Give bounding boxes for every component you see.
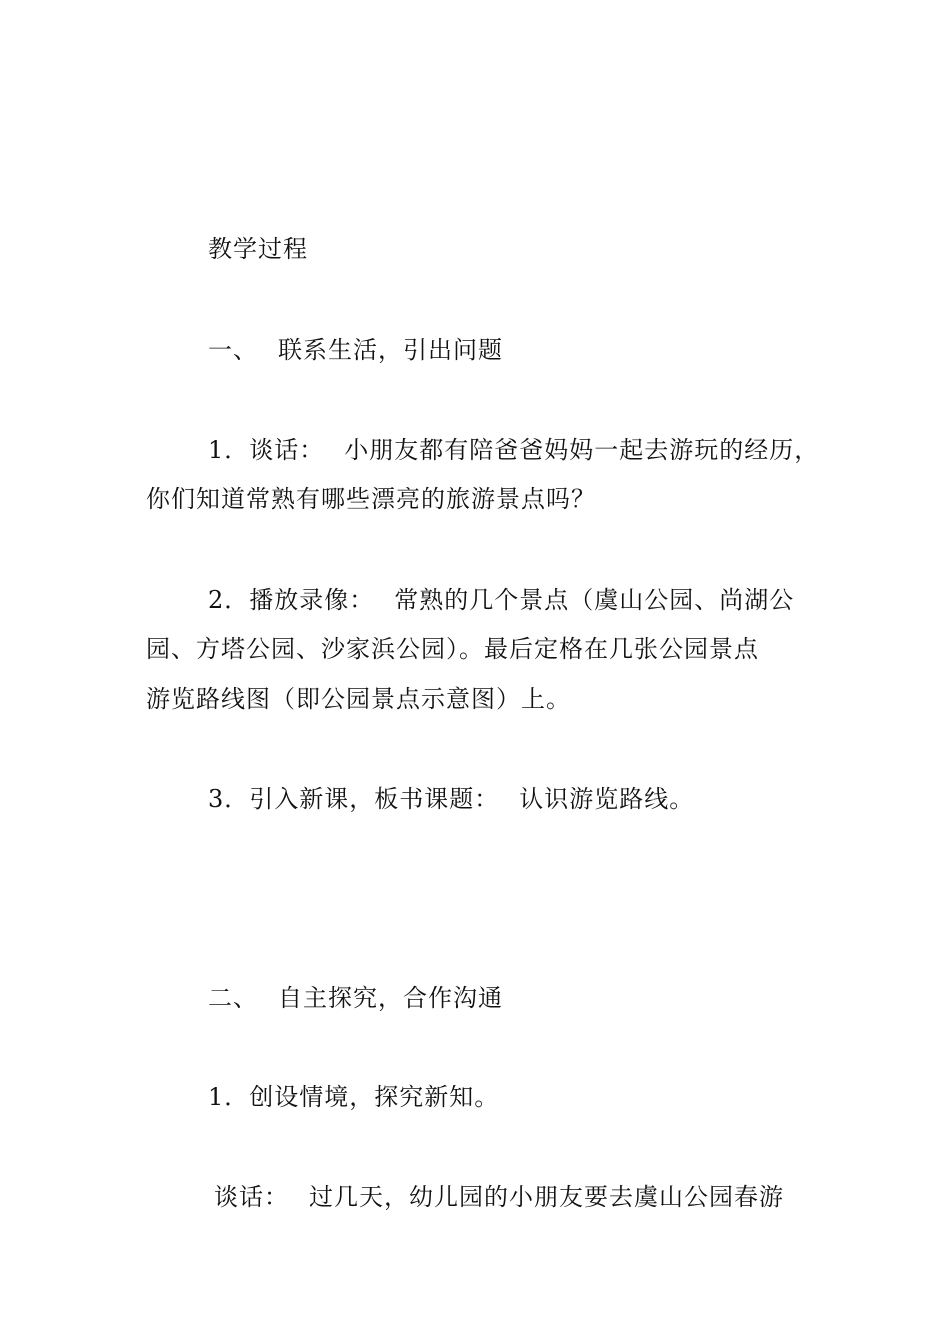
section-1-number: 一、 bbox=[208, 336, 258, 364]
section-2-title-text: 自主探究，合作沟通 bbox=[278, 984, 503, 1012]
section-1-title bbox=[208, 335, 503, 365]
document-heading: 教学过程 bbox=[208, 235, 308, 263]
item-2-label: 2．播放录像： bbox=[208, 586, 375, 614]
section-1-item-1-line-2: 你们知道常熟有哪些漂亮的旅游景点吗？ bbox=[146, 485, 596, 513]
section-1-item-1-line-1: 1．谈话： 小朋友都有陪爸爸妈妈一起去游玩的经历， bbox=[208, 436, 820, 464]
talk-label: 谈话： bbox=[214, 1183, 289, 1211]
section-1-title-text: 联系生活，引出问题 bbox=[278, 336, 503, 364]
section-1-item-2-line-1: 2．播放录像： 常熟的几个景点（虞山公园、尚湖公 bbox=[208, 586, 795, 614]
section-2-talk: 谈话： 过几天，幼儿园的小朋友要去虞山公园春游 bbox=[214, 1183, 784, 1211]
section-2-number: 二、 bbox=[208, 984, 258, 1012]
section-2-item-1: 1．创设情境，探究新知。 bbox=[208, 1083, 500, 1111]
section-1-item-3: 3．引入新课，板书课题： 认识游览路线。 bbox=[208, 785, 695, 813]
section-2-title bbox=[208, 983, 503, 1013]
section-1-item-2-line-2: 园、方塔公园、沙家浜公园）。最后定格在几张公园景点 bbox=[146, 635, 759, 663]
section-1-item-2-line-3: 游览路线图（即公园景点示意图）上。 bbox=[146, 685, 571, 713]
item-1-label: 1．谈话： bbox=[208, 436, 325, 464]
item-3-label: 3．引入新课，板书课题： bbox=[208, 785, 500, 813]
